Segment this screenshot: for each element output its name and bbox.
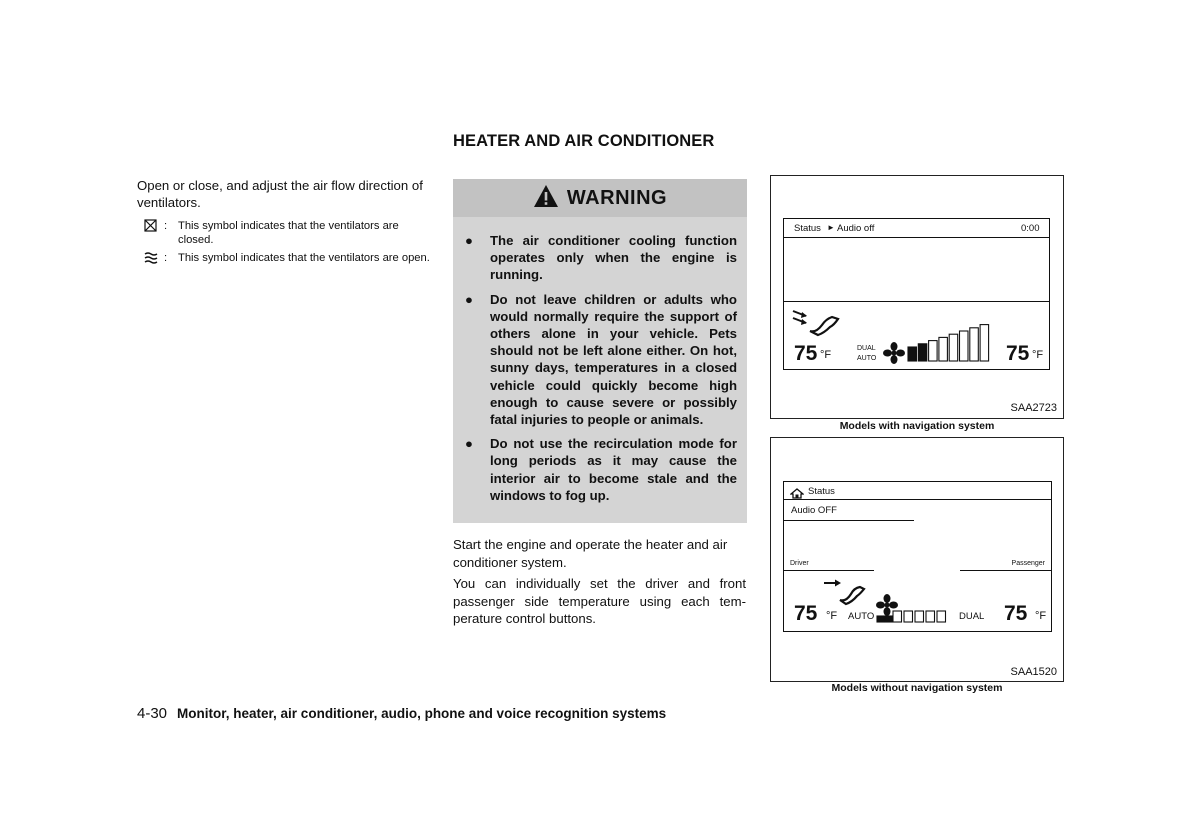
symbol-colon: : xyxy=(164,220,168,232)
passenger-temp-unit: °F xyxy=(1035,610,1047,622)
page-footer xyxy=(137,705,666,722)
figure-caption: Models with navigation system xyxy=(839,420,995,432)
symbol-row-closed xyxy=(144,219,431,247)
warning-header xyxy=(453,179,747,217)
fan-speed-bar xyxy=(926,611,935,622)
bullet-icon: ● xyxy=(465,291,473,307)
fan-speed-bar xyxy=(949,334,958,361)
divider xyxy=(960,570,1051,571)
fan-speed-bar xyxy=(904,611,913,622)
audio-label: Audio OFF xyxy=(791,505,837,516)
home-icon xyxy=(790,486,804,504)
fan-speed-bar xyxy=(915,611,924,622)
nav-clock: 0:00 xyxy=(1021,223,1040,234)
nav-status-label: Status xyxy=(794,223,821,234)
body-paragraph-1: Start the engine and operate the heater and air conditioner system. xyxy=(453,537,728,570)
fan-speed-bar xyxy=(937,611,946,622)
ventilator-closed-icon xyxy=(144,219,164,247)
driver-label: Driver xyxy=(790,560,809,567)
symbol-colon: : xyxy=(164,252,168,264)
arrow-right-icon: ► xyxy=(827,223,835,232)
nav-passenger-temp: 75 xyxy=(1006,342,1030,365)
ventilator-open-icon xyxy=(144,251,164,268)
nav-driver-temp-unit: °F xyxy=(820,349,832,361)
dual-label: DUAL xyxy=(959,611,985,622)
fan-speed-bar xyxy=(929,341,938,361)
warning-item xyxy=(463,291,737,429)
fan-speed-bar xyxy=(918,344,927,361)
fan-icon xyxy=(883,342,905,369)
fan-speed-bars xyxy=(907,324,991,362)
body-paragraph-2: You can individually set the driver and front passenger side temperature using each tem-perature control buttons. xyxy=(453,576,746,626)
figure-id: SAA1520 xyxy=(1010,666,1057,678)
warning-triangle-icon xyxy=(533,184,559,213)
fan-speed-bar xyxy=(885,616,892,622)
warning-item-text: The air conditioner cooling function operates only when the engine is running. xyxy=(490,233,737,283)
driver-temp-unit: °F xyxy=(826,610,838,622)
warning-item-text: Do not leave children or adults who would normally require the support of others alone in your vehicle. Pets should not be left alone either. On hot, sunny days, temperatures in a closed vehicle could quickly become high enough to cause severe or possibly fatal injuries to people or animals. xyxy=(490,291,737,428)
fan-speed-bar xyxy=(893,611,902,622)
page-number: 4-30 xyxy=(137,705,168,722)
passenger-temp: 75 xyxy=(1004,602,1028,625)
divider xyxy=(784,499,1051,500)
nav-audio-label: Audio off xyxy=(837,223,875,234)
divider xyxy=(784,520,914,521)
no-nav-display-screen xyxy=(783,481,1052,632)
nav-display-screen xyxy=(783,218,1050,370)
nav-driver-temp: 75 xyxy=(794,342,818,365)
symbol-row-open xyxy=(144,251,431,268)
passenger-label: Passenger xyxy=(1011,560,1045,567)
nav-dual-label: DUAL xyxy=(857,345,876,352)
bullet-icon: ● xyxy=(465,233,473,248)
status-label: Status xyxy=(808,486,835,497)
fan-speed-bar xyxy=(877,616,884,622)
nav-passenger-temp-unit: °F xyxy=(1032,349,1044,361)
figure-caption: Models without navigation system xyxy=(831,682,1003,694)
auto-label: AUTO xyxy=(848,611,875,622)
section-title: HEATER AND AIR CONDITIONER xyxy=(453,132,715,150)
warning-list xyxy=(463,232,737,511)
nav-auto-label: AUTO xyxy=(857,355,877,362)
fan-speed-bar xyxy=(980,325,989,361)
warning-title: WARNING xyxy=(566,186,668,209)
driver-temp: 75 xyxy=(794,602,818,625)
divider xyxy=(784,237,1049,238)
symbol-description: This symbol indicates that the ventilators are closed. xyxy=(178,220,399,246)
intro-paragraph: Open or close, and adjust the air flow direction of ventilators. xyxy=(137,178,423,210)
airflow-mode-icon xyxy=(822,578,866,611)
warning-box xyxy=(453,179,747,523)
fan-speed-bar xyxy=(960,331,969,361)
divider xyxy=(784,570,874,571)
figure-nav xyxy=(770,175,1064,419)
fan-speed-bar xyxy=(908,347,917,361)
figure-id: SAA2723 xyxy=(1010,402,1057,414)
figure-no-nav xyxy=(770,437,1064,682)
warning-item-text: Do not use the recirculation mode for long periods as it may cause the interior air to become stale and the windows to fog up. xyxy=(490,436,737,503)
divider xyxy=(784,301,1049,302)
fan-speed-bar xyxy=(939,337,948,361)
warning-item xyxy=(463,232,737,284)
symbol-description: This symbol indicates that the ventilators are open. xyxy=(178,252,430,264)
airflow-mode-icon xyxy=(790,307,842,342)
fan-speed-bars-no-nav xyxy=(876,608,956,624)
warning-item xyxy=(463,435,737,504)
bullet-icon: ● xyxy=(465,436,473,452)
chapter-title: Monitor, heater, air conditioner, audio, phone and voice recognition systems xyxy=(177,706,667,721)
fan-speed-bar xyxy=(970,328,979,361)
